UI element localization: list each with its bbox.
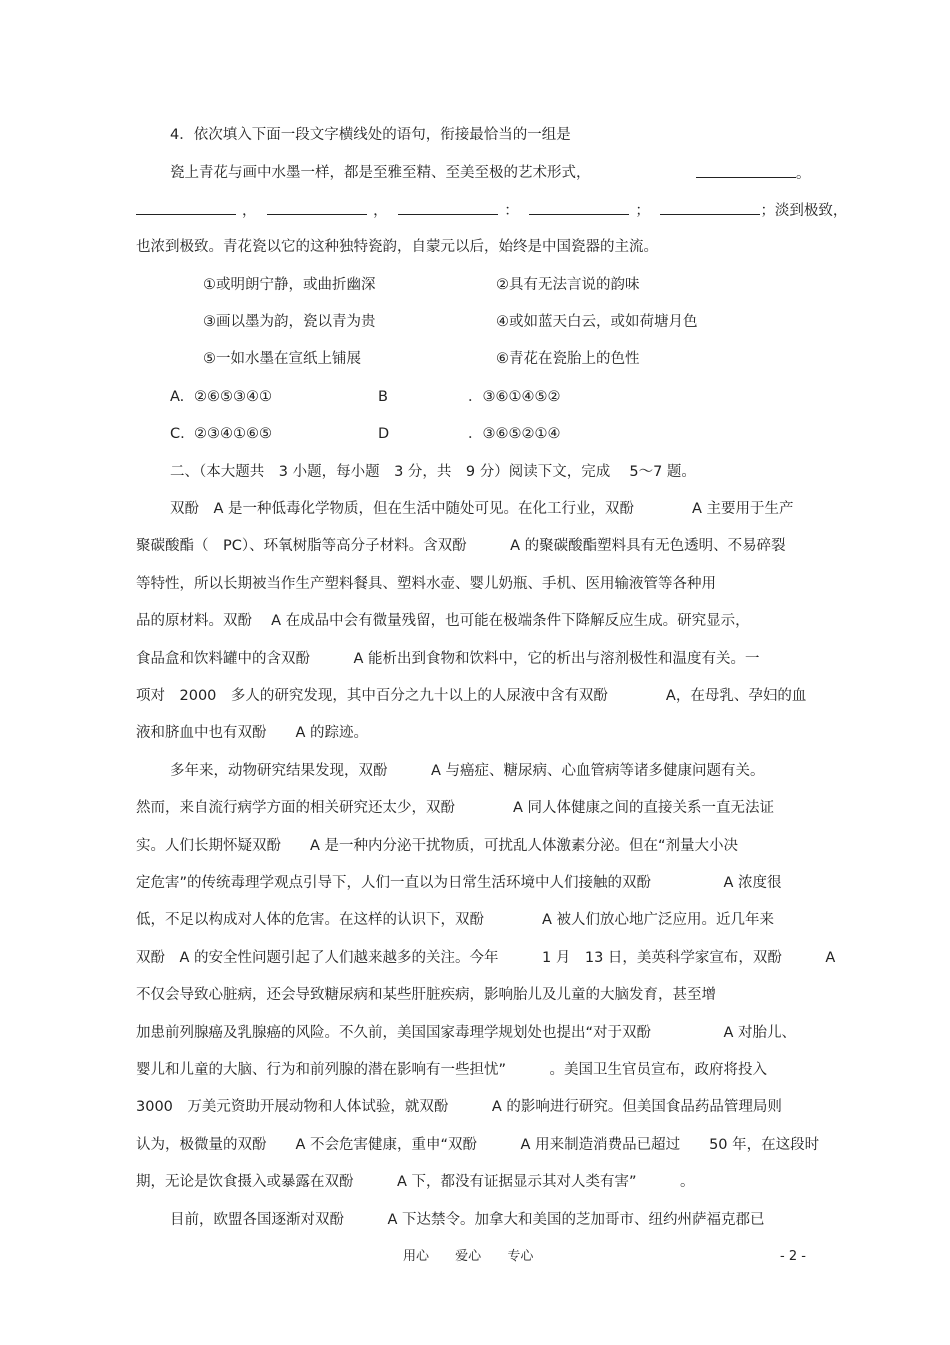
passage-line: 实。人们长期怀疑双酚 A 是一种内分泌干扰物质，可扰乱人体激素分泌。但在“剂量大小决 <box>136 838 739 854</box>
fill-blank-3 <box>267 200 367 215</box>
option-2: ②具有无法言说的韵味 <box>496 277 640 293</box>
separator: ； <box>635 203 650 219</box>
page-number: - 2 - <box>780 1249 806 1264</box>
question-4-stem-line-2 <box>136 200 848 221</box>
fill-blank-2 <box>136 200 236 215</box>
passage-line: 食品盒和饮料罐中的含双酚 A 能析出到食物和饮料中，它的析出与溶剂极性和温度有关。一 <box>136 651 760 667</box>
footer-motto-2: 爱心 <box>455 1249 482 1264</box>
question-4-stem-line-3: 也浓到极致。青花瓷以它的这种独特瓷韵，自蒙元以后，始终是中国瓷器的主流。 <box>136 239 658 255</box>
separator: ， <box>242 203 257 219</box>
passage-line: 聚碳酸酯（ PC）、环氧树脂等高分子材料。含双酚 A 的聚碳酸酯塑料具有无色透明、不易碎裂 <box>136 538 786 554</box>
passage-line: 液和脐血中也有双酚 A 的踪迹。 <box>136 725 369 741</box>
fill-blank-5 <box>529 200 629 215</box>
passage-line: 目前，欧盟各国逐渐对双酚 A 下达禁令。加拿大和美国的芝加哥市、纽约州萨福克郡已 <box>170 1212 765 1228</box>
period: 。 <box>796 166 811 182</box>
passage-line: 认为，极微量的双酚 A 不会危害健康，重申“双酚 A 用来制造消费品已超过 50 年，在这段时 <box>136 1137 820 1153</box>
separator: ： <box>504 203 519 219</box>
footer-motto-3: 专心 <box>507 1249 534 1264</box>
footer-motto-1: 用心 <box>403 1249 430 1264</box>
footer-motto <box>403 1248 533 1266</box>
question-4-title: 4．依次填入下面一段文字横线处的语句，衔接最恰当的一组是 <box>170 127 571 143</box>
blank-with-period <box>696 163 811 184</box>
passage-line: 婴儿和儿童的大脑、行为和前列腺的潜在影响有一些担忧” 。美国卫生官员宣布，政府将投入 <box>136 1062 768 1078</box>
option-3: ③画以墨为韵，瓷以青为贵 <box>203 314 376 330</box>
passage-line: 项对 2000 多人的研究发现，其中百分之九十以上的人尿液中含有双酚 A，在母乳、孕妇的血 <box>136 688 807 704</box>
passage-line: 期，无论是饮食摄入或暴露在双酚 A 下，都没有证据显示其对人类有害” 。 <box>136 1174 695 1190</box>
choice-d-label: D <box>378 426 390 442</box>
stem-tail: ；淡到极致， <box>760 203 848 219</box>
passage-line: 定危害”的传统毒理学观点引导下，人们一直以为日常生活环境中人们接触的双酚 A 浓度很 <box>136 875 782 891</box>
section-2-heading: 二、（本大题共 3 小题，每小题 3 分，共 9 分）阅读下文，完成 5～7 题。 <box>170 464 696 480</box>
passage-line: 加患前列腺癌及乳腺癌的风险。不久前，美国国家毒理学规划处也提出“对于双酚 A 对胎儿、 <box>136 1025 797 1041</box>
choice-a-text: ②⑥⑤③④① <box>194 389 272 405</box>
question-4-stem-line-1 <box>170 163 854 183</box>
passage-line: 双酚 A 是一种低毒化学物质，但在生活中随处可见。在化工行业，双酚 A 主要用于生产 <box>170 501 794 517</box>
choice-c-text: ②③④①⑥⑤ <box>194 426 272 442</box>
fill-blank-4 <box>398 200 498 215</box>
stem-text: 瓷上青花与画中水墨一样，都是至雅至精、至美至极的艺术形式， <box>170 165 591 181</box>
passage-line: 双酚 A 的安全性问题引起了人们越来越多的关注。今年 1 月 13 日，美英科学家宣布，双酚 A <box>136 950 836 966</box>
fill-blank-1 <box>696 163 796 178</box>
passage-line: 然而，来自流行病学方面的相关研究还太少，双酚 A 同人体健康之间的直接关系一直无法证 <box>136 800 775 816</box>
passage-line: 低，不足以构成对人体的危害。在这样的认识下，双酚 A 被人们放心地广泛应用。近几年来 <box>136 912 775 928</box>
fill-blank-6 <box>660 200 760 215</box>
passage-line: 不仅会导致心脏病，还会导致糖尿病和某些肝脏疾病，影响胎儿及儿童的大脑发育，甚至增 <box>136 987 716 1003</box>
option-1: ①或明朗宁静，或曲折幽深 <box>203 277 376 293</box>
choice-b-label: B <box>378 389 388 405</box>
option-4: ④或如蓝天白云，或如荷塘月色 <box>496 314 698 330</box>
option-6: ⑥青花在瓷胎上的色性 <box>496 351 640 367</box>
passage-line: 品的原材料。双酚 A 在成品中会有微量残留，也可能在极端条件下降解反应生成。研究显示， <box>136 613 750 629</box>
passage-line: 3000 万美元资助开展动物和人体试验，就双酚 A 的影响进行研究。但美国食品药品管理局则 <box>136 1099 782 1115</box>
option-5: ⑤一如水墨在宣纸上铺展 <box>203 351 361 367</box>
passage-line: 等特性，所以长期被当作生产塑料餐具、塑料水壶、婴儿奶瓶、手机、医用输液管等各种用 <box>136 576 716 592</box>
choice-d-text: ．③⑥⑤②①④ <box>468 426 561 442</box>
separator: ， <box>373 203 388 219</box>
choice-a-label: A. <box>170 389 185 405</box>
choice-c-label: C. <box>170 426 185 442</box>
choice-b-text: ．③⑥①④⑤② <box>468 389 561 405</box>
passage-line: 多年来，动物研究结果发现，双酚 A 与癌症、糖尿病、心血管病等诸多健康问题有关。 <box>170 763 765 779</box>
